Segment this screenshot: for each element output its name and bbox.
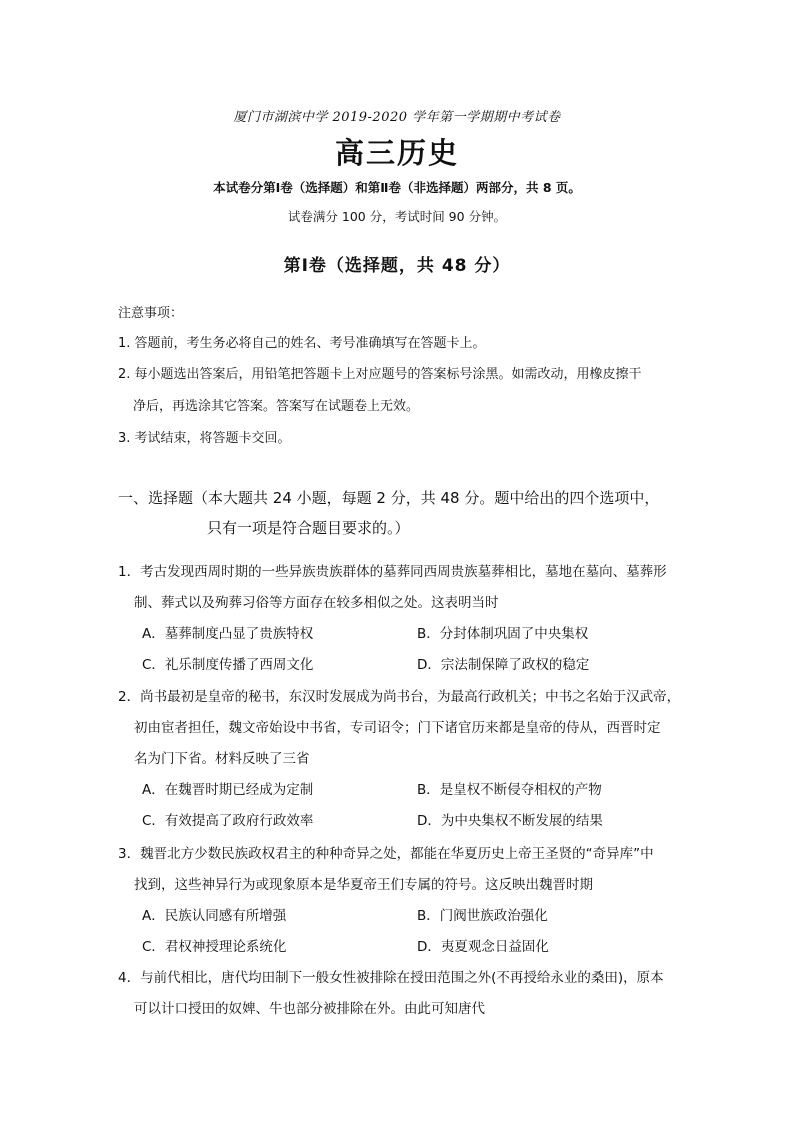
question-4-line: 可以计口授田的奴婢、牛也部分被排除在外。由此可知唐代 xyxy=(134,1001,485,1017)
question-1-option-c: C．礼乐制度传播了西周文化 xyxy=(142,657,314,673)
note-item: 3. 考试结束，将答题卡交回。 xyxy=(118,431,291,446)
question-2-option-c: C．有效提高了政府行政效率 xyxy=(142,813,314,829)
question-4-line: 4．与前代相比，唐代均田制下一般女性被排除在授田范围之外(不再授给永业的桑田)，原本 xyxy=(118,970,664,986)
question-2-line: 2．尚书最初是皇帝的秘书，东汉时发展成为尚书台，为最高行政机关；中书之名始于汉武帝， xyxy=(118,689,681,705)
question-3-option-c: C．君权神授理论系统化 xyxy=(142,939,287,955)
page-title: 高三历史 xyxy=(334,136,459,170)
question-2-option-a: A．在魏晋时期已经成为定制 xyxy=(142,782,314,798)
question-2-line: 初由宦者担任，魏文帝始设中书省，专司诏令；门下诸官历来都是皇帝的侍从，西晋时定 xyxy=(134,720,661,736)
question-1-line: 1．考古发现西周时期的一些异族贵族群体的墓葬同西周贵族墓葬相比，墓地在墓向、墓葬形 xyxy=(118,564,667,580)
question-3-option-a: A．民族认同感有所增强 xyxy=(142,908,287,924)
note-item: 1. 答题前，考生务必将自己的姓名、考号准确填写在答题卡上。 xyxy=(118,336,486,351)
question-3-line: 找到，这些神异行为或现象原本是华夏帝王们专属的符号。这反映出魏晋时期 xyxy=(134,877,593,893)
question-1-option-b: B．分封体制巩固了中央集权 xyxy=(417,626,589,642)
question-1-option-d: D．宗法制保障了政权的稳定 xyxy=(417,657,590,673)
school-exam-heading: 厦门市湖滨中学 2019-2020 学年第一学期期中考试卷 xyxy=(233,110,561,125)
note-item-continuation: 净后，再选涂其它答案。答案写在试题卷上无效。 xyxy=(133,399,420,414)
question-2-option-d: D．为中央集权不断发展的结果 xyxy=(417,813,603,829)
note-item: 2. 每小题选出答案后，用铅笔把答题卡上对应题号的答案标号涂黑。如需改动，用橡皮擦干 xyxy=(118,367,642,382)
question-2-line: 名为门下省。材料反映了三省 xyxy=(134,751,310,767)
question-1-option-a: A．墓葬制度凸显了贵族特权 xyxy=(142,626,314,642)
part-heading: 一、选择题（本大题共 24 小题，每题 2 分，共 48 分。题中给出的四个选项中， xyxy=(118,489,660,507)
question-3-option-d: D．夷夏观念日益固化 xyxy=(417,939,549,955)
exam-info-score-time: 试卷满分 100 分，考试时间 90 分钟。 xyxy=(287,209,507,224)
notes-title: 注意事项： xyxy=(118,306,184,321)
section-title: 第Ⅰ卷（选择题，共 48 分） xyxy=(283,256,511,276)
exam-info-pages: 本试卷分第Ⅰ卷（选择题）和第Ⅱ卷（非选择题）两部分，共 8 页。 xyxy=(213,180,581,195)
part-heading-continuation: 只有一项是符合题目要求的。） xyxy=(207,519,410,537)
question-3-option-b: B．门阀世族政治强化 xyxy=(417,908,548,924)
question-1-line: 制、葬式以及殉葬习俗等方面存在较多相似之处。这表明当时 xyxy=(134,595,499,611)
question-2-option-b: B．是皇权不断侵夺相权的产物 xyxy=(417,782,602,798)
question-3-line: 3．魏晋北方少数民族政权君主的种种奇异之处，都能在华夏历史上帝王圣贤的“奇异库”中 xyxy=(118,846,654,862)
